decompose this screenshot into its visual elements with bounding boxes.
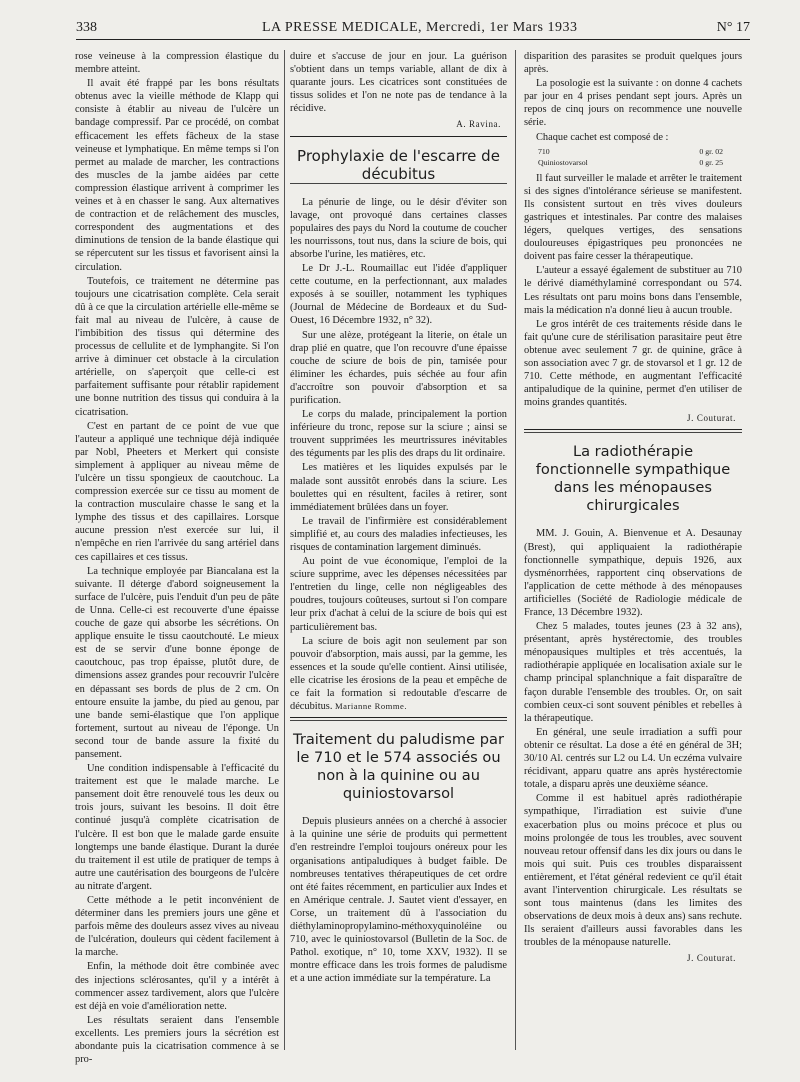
paragraph: C'est en partant de ce point de vue que l'auteur a appliqué une technique déjà indiquée par Nobl, Pheeters et Merkert qui consiste simplement à appliquer au niveau même de l'ulcère un tissu spongieux de caoutchouc. La compression exercée sur ce tissu au moment de la contraction musculaire chasse le sang et la lymphe des tissus et des capillaires. Lorsque aucune pression n'est exercée sur lui, il n'empêche en rien l'arrivée du sang artériel dans ces capillaires et ces tissus. [75,420,279,563]
column-1 [75,50,279,1066]
journal-title: LA PRESSE MEDICALE, Mercredi, 1er Mars 1933 [262,20,578,35]
paragraph: Comme il est habituel après radiothérapie sympathique, l'irradiation est suivie d'une exacerbation plus ou moins précoce et plus ou moins prolongée de tous les troubles, avec souvent nouveau retour offensif dans les dix jours ou dans le mois qui suit. Puis ces troubles disparaissent entièrement, et l'état général redevient ce qu'il était avant l'intervention chirurgicale. Les résultats se sont tous maintenus (dans les limites des observations de deux mois à deux ans) sans rechute. Ils seraient d'ailleurs aussi favorables dans les troubles de la ménopause naturelle. [524,793,742,949]
paragraph: Au point de vue économique, l'emploi de la sciure supprime, avec les dépenses nécessitées par l'entretien du linge, celle non négligeables des poudres, toujours coûteuses, surtout si l'on compare leur prix d'achat à celui de la sciure de bois qui est particulièrement bas. [290,556,507,633]
article-headline: La radiothérapie fonctionnelle sympathique dans les ménopauses chirurgicales [535,443,731,515]
paragraph: duire et s'accuse de jour en jour. La guérison s'obtient dans un temps variable, allant de dix à quarante jours. Les cicatrices sont constituées de tissus solides et l'on ne note pas de tendance à la récidive. [290,51,507,115]
author-signature: J. Couturat. [687,413,736,424]
section-rule [524,432,742,433]
paragraph: L'auteur a essayé également de substituer au 710 le dérivé diaméthylaminé correspondant ou 574. Les résultats ont paru moins bons dans l'ensemble, mais la médication n'a donné lieu à aucun trouble. [524,265,742,316]
paragraph: Chez 5 malades, toutes jeunes (23 à 32 ans), présentant, après hystérectomie, des troubles ménopausiques multiples et très accentués, la radiothérapie appliquée en localisation axiale sur le champ principal splanchnique a fait disparaître de façon durable l'ensemble des troubles. Or, on sait combien ceux-ci sont souvent pénibles et rebelles à la thérapeutique. [524,621,742,724]
paragraph: Le travail de l'infirmière est considérablement simplifié et, au cours des maladies infectieuses, les risques de contamination largement diminués. [290,515,507,553]
column-divider-2 [515,50,516,1050]
page-number: 338 [76,20,97,35]
page-header [20,14,780,44]
section-rule [290,136,507,137]
paragraph: disparition des parasites se produit quelques jours après. [524,51,742,76]
paragraph: La pénurie de linge, ou le désir d'éviter son lavage, ont provoqué dans certaines classes populaires des pays du Nord la coutume de coucher les nourrissons, tout nus, dans la sciure de bois, qui absorbe l'urine, les matières, etc. [290,196,507,260]
paragraph: La posologie est la suivante : on donne 4 cachets par jour en 4 prises pendant sept jours. Après un repos de cinq jours on recommence une nouvelle série. [524,78,742,129]
paragraph: rose veineuse à la compression élastique du membre atteint. [75,51,279,76]
paragraph: Cette méthode a le petit inconvénient de déterminer dans les premiers jours une gêne et parfois même des douleurs assez vives au niveau de l'ulcération, douleurs qui cèdent facilement à la marche. [75,895,279,959]
paragraph: Toutefois, ce traitement ne détermine pas toujours une cicatrisation complète. Cela serait dû à ce que la circulation artérielle elle-même se fait mal au niveau de l'ulcère, à cause de l'imbibition des tissus qui détermine des processus de cellulite et de lymphangite. Si l'on arrive à diminuer cet obstacle à la circulation artérielle, on s'aperçoit que celle-ci est parfaitement suffisante pour rétablir rapidement une bonne nutrition des tissus qui conduira à la cicatrisation. [75,275,279,418]
paragraph: Les résultats seraient dans l'ensemble excellents. Les premiers jours la sécrétion est abondante puis la cicatrisation commence à se pro- [75,1014,279,1066]
column-divider-1 [284,50,285,1050]
article-headline [290,147,507,184]
author-signature: A. Ravina. [456,119,501,130]
column-3 [524,50,742,1050]
section-rule [524,429,742,430]
paragraph-text: La sciure de bois agit non seulement par son pouvoir d'absorption, mais aussi, par la gemme, les essences et la soude qu'elle contient. Ainsi utilisée, elle cicatrise les érosions de la peau et empêche de ce fait la formation si redoutable d'escarre de décubitus. [290,635,507,713]
ingredient-dose: 0 gr. 02 [699,146,723,156]
ingredient-name: 710 [538,146,550,156]
paragraph: Depuis plusieurs années on a cherché à associer à la quinine une série de produits qui permettent d'en restreindre l'emploi toujours onéreux pour les organisations antipaludiques à budget faible. De nombreuses tentatives thérapeutiques de cet ordre ont été faites récemment, en particulier aux Indes et en Amérique centrale. J. Sautet vient d'essayer, en Corse, un traitement dû à l'association du diéthylaminopropylamino-méthoxyquinoléine ou 710, avec le quiniostovarsol (Bulletin de la Soc. de Pathol. exotique, n° 10, tome XXV, 1932). Il se montre efficace dans les trois formes de paludisme et a une action immédiate sur la température. La [290,816,507,985]
paragraph: MM. J. Gouin, A. Bienvenue et A. Desaunay (Brest), qui appliquaient la radiothérapie fonctionnelle sympathique, depuis 1926, aux dysménorrhées, rapportent cinq observations de l'application de cette méthode à des ménopauses artificielles (Société de Radiologie médicale de France, 13 Décembre 1932). [524,528,742,618]
paragraph: Le corps du malade, principalement la portion inférieure du tronc, repose sur la sciure ; ainsi se trouvent supprimées les meurtrissures inévitables des téguments par les plis des draps du lit ordinaire. [290,409,507,460]
ingredient-dose: 0 gr. 25 [699,157,723,167]
paragraph: Le Dr J.-L. Roumaillac eut l'idée d'appliquer cette coutume, en la perfectionnant, aux malades exposés à se souiller, notamment les typhiques (Journal de Médecine de Bordeaux et du Sud-Ouest, 16 Décembre 1932, n° 32). [290,263,507,327]
headline-text: Prophylaxie de l'escarre de décubitus [290,147,507,184]
ingredient-name: Quiniostovarsol [538,157,588,167]
paragraph: La technique employée par Biancalana est la suivante. Il déterge d'abord soigneusement la surface de l'ulcère, puis l'enduit d'un peu de pâte de Unna. Celle-ci est recouverte d'une épaisse couche de gaze qui absorbe les sécrétions. On applique ensuite le tissu caoutchouté. Le mieux est de se servir d'une bonne éponge de caoutchouc, pas trop épaisse, plutôt dure, de dimensions assez grandes pour recouvrir l'ulcère en dépassant ses bords de plus de 2 cm. On entoure ensuite la jambe, du pied au genou, par une bande semi-élastique que l'on applique fortement, surtout au niveau de l'éponge. Un second tour de bande assure la fixité du pansement. [75,565,279,760]
paragraph: Une condition indispensable à l'efficacité du traitement est que le malade marche. Le pansement doit être renouvelé tous les deux ou trois jours, suivant les besoins. Il doit être continué jusqu'à complète cicatrisation de l'ulcère. Il est bon que le malade garde ensuite longtemps une bande élastique. Durant la durée du traitement il est utile de pratiquer de temps à autre une cautérisation des bourgeons de l'ulcère au nitrate d'argent. [75,763,279,892]
column-2 [290,50,507,1050]
section-rule [290,720,507,721]
paragraph: En général, une seule irradiation a suffi pour obtenir ce résultat. La dose a été en général de 3H; 30/10 Al. centrés sur L2 ou L4. Un eczéma vulvaire récidivant, apparu quatre ans après hystérectomie totale, a disparu après une deuxième séance. [524,726,742,791]
paragraph: Il avait été frappé par les bons résultats obtenus avec la vieille méthode de Klapp qui consiste à établir au niveau de l'ulcère un bandage compressif. Par ce procédé, on combat efficacement les effets fâcheux de la stase veineuse et lymphatique. En même temps si l'on permet au malade de marcher, les contractions des muscles de la jambe aidées par cette compression élastique arrivent à comprimer les veines et à en chasser le sang. Aux alternatives de contraction et de relâchement des muscles, correspondent des augmentations et des diminutions de tension de la bande élastique qui se répercutent sur les tissus et favorisent ainsi la circulation. [75,78,279,273]
section-rule [290,717,507,718]
paragraph: Enfin, la méthode doit être combinée avec des injections sclérosantes, qu'il y a intérêt à commencer assez tardivement, alors que l'ulcère est déjà en voie d'amélioration nette. [75,961,279,1012]
composition-row [538,157,723,168]
article-headline: Traitement du paludisme par le 710 et le 574 associés ou non à la quinine ou au quiniostovarsol [293,731,504,803]
composition-row [538,146,723,157]
composition-table [538,146,742,168]
paragraph: Chaque cachet est composé de : [536,131,669,143]
paragraph: Les matières et les liquides expulsés par le malade sont aussitôt enrobés dans la sciure. Les boulettes qui en résultent, faciles à retirer, sont immédiatement brûlées dans un foyer. [290,462,507,513]
paragraph: Sur une alèze, protégeant la literie, on étale un drap plié en quatre, que l'on recouvre d'une épaisse couche de sciure de bois de pin, tamisée pour éliminer les échardes, puis séchée au four afin d'accroître son pouvoir d'absorption et sa purification. [290,329,507,406]
author-signature: Marianne Romme. [335,701,407,712]
author-signature: J. Couturat. [687,953,736,964]
issue-number: N° 17 [716,20,750,35]
paragraph [290,635,507,714]
paragraph: Le gros intérêt de ces traitements réside dans le fait qu'une cure de stérilisation parasitaire peut être obtenue avec seulement 7 gr. de quinine, grâce à son association avec 7 gr. de stovarsol et 1 gr. 12 de 710. Cette méthode, en augmentant l'efficacité antipaludique de la quinine, permet d'en utiliser de moins grandes quantités. [524,318,742,409]
header-rule [76,39,750,40]
paragraph: Il faut surveiller le malade et arrêter le traitement si des signes d'intolérance sérieuse se manifestent. Ils consistent surtout en très vives douleurs gastriques et intestinales. Par contre des malaises légers, quelques vertiges, des sensations douloureuses épigastriques peu prononcées ne doivent pas faire cesser la thérapeutique. [524,172,742,263]
